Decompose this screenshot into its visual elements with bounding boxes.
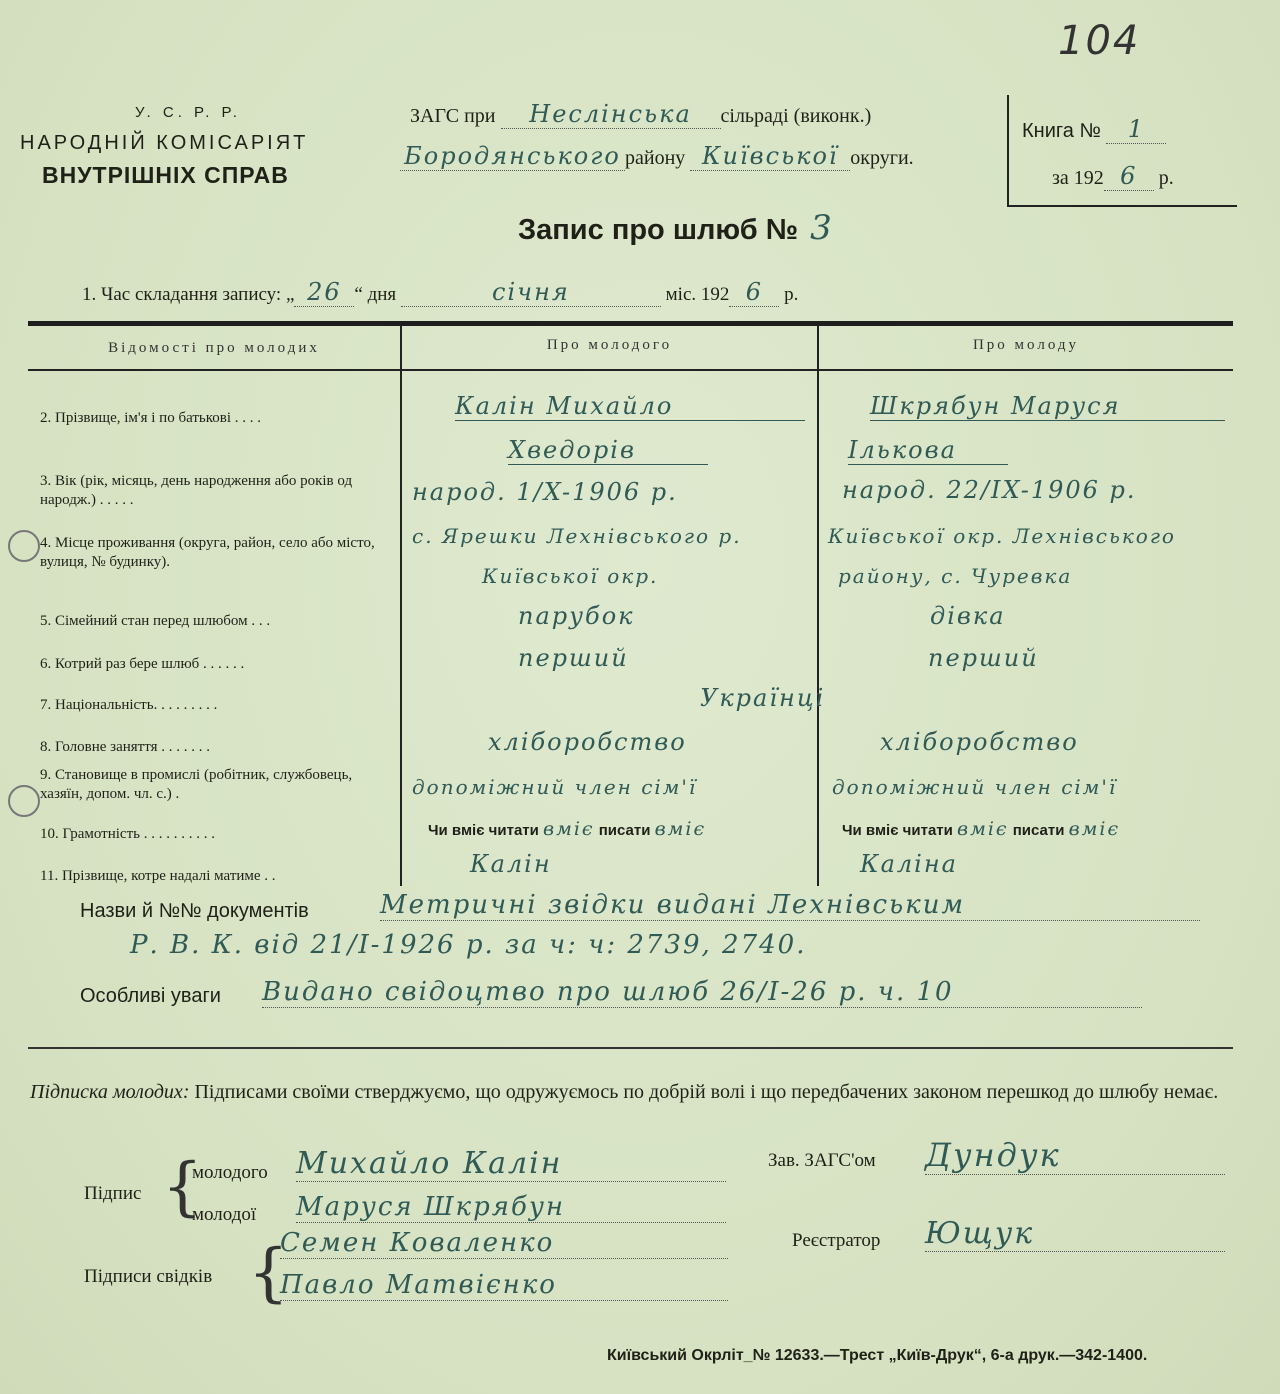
district-value: Бородянського xyxy=(400,142,625,171)
ministry-header: НАРОДНІЙ КОМІСАРІЯТ xyxy=(20,132,309,154)
pledge-text: Підписами своїми стверджуємо, що одружуємось по добрій волі і що передбачених законом перешкод до шлюбу немає. xyxy=(194,1081,1219,1103)
groom-position: допоміжний член сім'ї xyxy=(412,775,698,799)
row-label-position: 9. Становище в промислі (робітник, службовець, хазяїн, допом. чл. с.) . xyxy=(40,767,353,802)
district-suffix: району xyxy=(625,147,686,169)
page-title xyxy=(518,208,834,248)
row-label-marriage-count: 6. Котрий раз бере шлюб . . . . . . xyxy=(40,656,245,672)
groom-future-surname: Калін xyxy=(470,850,552,878)
registrar-label: Реєстратор xyxy=(792,1230,881,1251)
groom-birth: народ. 1/X-1906 р. xyxy=(412,478,678,506)
record-number: 3 xyxy=(810,208,834,248)
row-label-future-surname: 11. Прізвище, котре надалі матиме . . xyxy=(40,868,276,884)
bride-signature-label: молодої xyxy=(192,1204,257,1225)
nationality-value: Українці xyxy=(700,684,826,712)
binding-hole xyxy=(8,785,40,817)
witness-2-signature: Павло Матвієнко xyxy=(280,1270,728,1301)
groom-residence-1: с. Ярешки Лехнівського р. xyxy=(412,524,742,548)
district-line xyxy=(400,142,970,171)
record-year-value: 6 xyxy=(729,278,779,307)
column-header-groom: Про молодого xyxy=(546,337,673,353)
row-label-marital-status: 5. Сімейний стан перед шлюбом . . . xyxy=(40,613,271,629)
groom-patronymic: Хведорів xyxy=(508,436,708,465)
republic-header: У. С. Р. Р. xyxy=(135,104,241,121)
bride-read-label: Чи вміє читати xyxy=(842,822,953,839)
witness-1-signature: Семен Коваленко xyxy=(280,1228,728,1259)
record-time-line xyxy=(82,278,982,307)
table-column-divider xyxy=(400,326,402,886)
village-council-value: Неслінська xyxy=(501,100,721,129)
row-label-occupation: 8. Головне заняття . . . . . . . xyxy=(40,739,210,755)
record-month-suffix: міс. 192 xyxy=(665,284,730,305)
groom-write-value: вміє xyxy=(654,818,707,840)
documents-label: Назви й №№ документів xyxy=(80,900,309,922)
row-label-residence: 4. Місце проживання (округа, район, село або місто, вулиця, № будинку). xyxy=(40,535,375,570)
bride-residence-1: Київської окр. Лехнівського xyxy=(828,524,1176,548)
registrar-signature: Ющук xyxy=(925,1216,1225,1252)
groom-name: Калін Михайло xyxy=(455,392,805,421)
documents-value-1: Метричні звідки видані Лехнівським xyxy=(380,890,1200,921)
record-month-value: січня xyxy=(401,278,661,307)
binding-hole xyxy=(8,530,40,562)
row-label-literacy: 10. Грамотність . . . . . . . . . . xyxy=(40,826,215,842)
table-header-rule xyxy=(28,369,1233,371)
bride-patronymic: Ількова xyxy=(848,436,1008,465)
bride-name: Шкрябун Маруся xyxy=(870,392,1225,421)
bride-position: допоміжний член сім'ї xyxy=(832,775,1118,799)
bride-marital-status: дівка xyxy=(930,602,1006,630)
record-time-label: 1. Час складання запису: „ xyxy=(82,284,295,305)
pledge-paragraph xyxy=(30,1072,1245,1112)
witnesses-brace: { xyxy=(248,1236,289,1310)
book-number-value: 1 xyxy=(1106,115,1166,144)
groom-signature-label: молодого xyxy=(192,1162,268,1183)
department-header: ВНУТРІШНІХ СПРАВ xyxy=(42,162,289,188)
witnesses-label: Підписи свідків xyxy=(84,1266,213,1287)
book-year-line xyxy=(1052,162,1174,191)
groom-occupation: хліборобство xyxy=(488,728,687,756)
okrug-suffix: округи. xyxy=(850,147,914,169)
village-council-suffix: сільраді (виконк.) xyxy=(720,105,872,127)
bride-marriage-count: перший xyxy=(928,644,1039,672)
groom-read-label: Чи вміє читати xyxy=(428,822,539,839)
signature-label: Підпис xyxy=(84,1183,142,1204)
zags-line xyxy=(410,100,970,129)
groom-write-label: писати xyxy=(598,822,651,839)
book-number-line xyxy=(1022,115,1166,144)
column-header-info: Відомості про молодих xyxy=(108,340,320,356)
bride-write-value: вміє xyxy=(1068,818,1121,840)
printer-imprint: Київський Окрліт_№ 12633.—Трест „Київ-Друк“, 6-а друк.—342-1400. xyxy=(607,1347,1148,1364)
pledge-label: Підписка молодих: xyxy=(30,1081,190,1103)
groom-marital-status: парубок xyxy=(518,602,635,630)
documents-value-2: Р. В. К. від 21/I-1926 р. за ч: ч: 2739, 2740. xyxy=(130,930,807,960)
row-label-name: 2. Прізвище, ім'я і по батькові . . . . xyxy=(40,410,262,426)
bride-occupation: хліборобство xyxy=(880,728,1079,756)
record-year-suffix: р. xyxy=(784,284,799,305)
book-year-suffix: р. xyxy=(1158,167,1174,189)
book-year-value: 6 xyxy=(1104,162,1154,191)
table-column-divider xyxy=(817,326,819,886)
row-label-nationality: 7. Національність. . . . . . . . . xyxy=(40,697,218,713)
book-label: Книга № xyxy=(1022,120,1101,142)
bride-read-value: вміє xyxy=(957,818,1009,840)
book-year-prefix: за 192 xyxy=(1052,167,1104,189)
groom-literacy xyxy=(428,818,818,840)
record-day-value: 26 xyxy=(294,278,354,307)
groom-marriage-count: перший xyxy=(518,644,629,672)
notes-value: Видано свідоцтво про шлюб 26/I-26 р. ч. 10 xyxy=(262,977,1142,1008)
groom-residence-2: Київської окр. xyxy=(482,564,659,588)
section-divider xyxy=(28,1047,1233,1049)
record-day-suffix: “ дня xyxy=(354,284,397,305)
bride-signature: Маруся Шкрябун xyxy=(296,1192,726,1223)
groom-read-value: вміє xyxy=(543,818,595,840)
notes-label: Особливі уваги xyxy=(80,985,221,1007)
zags-head-signature: Дундук xyxy=(925,1136,1225,1175)
zags-prefix: ЗАГС при xyxy=(410,105,496,127)
signature-brace: { xyxy=(162,1150,203,1224)
bride-residence-2: району, с. Чуревка xyxy=(838,564,1073,588)
title-text: Запис про шлюб № xyxy=(518,214,799,246)
bride-literacy xyxy=(842,818,1232,840)
zags-head-label: Зав. ЗАГС'ом xyxy=(768,1150,876,1171)
row-label-age: 3. Вік (рік, місяць, день народження або років од народж.) . . . . . xyxy=(40,473,353,508)
bride-future-surname: Каліна xyxy=(860,850,958,878)
column-header-bride: Про молоду xyxy=(972,337,1080,353)
folio-number: 104 xyxy=(1058,18,1141,64)
table-top-rule xyxy=(28,321,1233,326)
okrug-value: Київської xyxy=(690,142,850,171)
groom-signature: Михайло Калін xyxy=(296,1146,726,1182)
bride-write-label: писати xyxy=(1012,822,1065,839)
bride-birth: народ. 22/IX-1906 р. xyxy=(842,476,1137,504)
